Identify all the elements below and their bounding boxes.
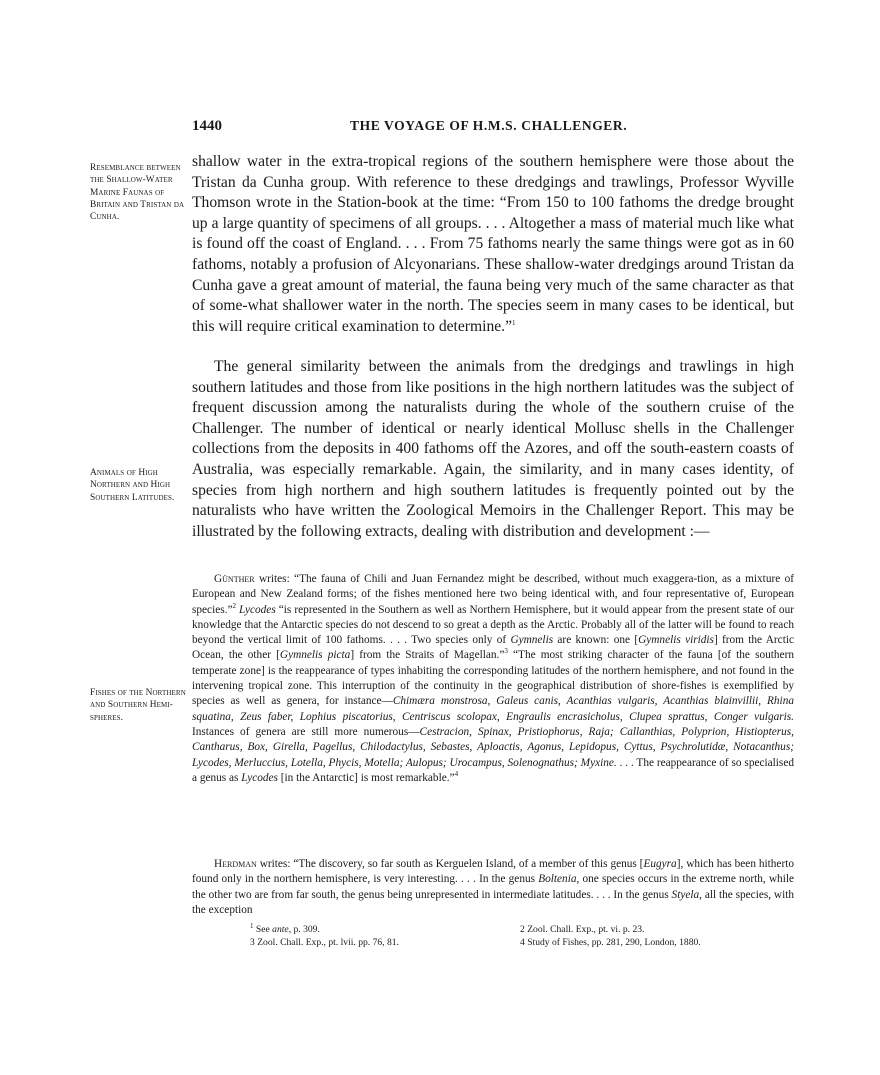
taxon-name: Boltenia — [538, 873, 577, 886]
quote-gunther — [192, 572, 794, 786]
quote-author: Herdman — [214, 858, 257, 870]
footnote-ref: 2 — [232, 601, 236, 610]
paragraph-text: The general similarity between the animals from the dredgings and trawlings in high southern latitudes and those from like positions in the high northern latitudes was the subject of frequent discussion among the naturalists during the whole of the southern cruise of the Challenger. The number of identical or nearly identical Mollusc shells in the Challenger collections from the deposits in 400 fathoms off the Azores, and off the south-eastern coasts of Australia, was especially remarkable. Again, the similarity, and in many cases identity, of species from high northern and high southern latitudes is frequently pointed out by the naturalists who have written the Zoological Memoirs in the Challenger Report. This may be illustrated by the following extracts, dealing with distribution and development :— — [192, 358, 794, 540]
quote-text: , all the species, with the exception — [192, 888, 795, 916]
footnote-ref: 3 — [504, 647, 508, 656]
taxon-name: Lycodes — [239, 603, 276, 616]
quote-text: . . . The reappearance of so specialised a genus as — [192, 756, 794, 784]
quote-text: ] from the Arctic Ocean, the other [ — [192, 634, 794, 662]
footnote-text: , p. 309. — [288, 924, 320, 935]
footnote-text: ante — [272, 924, 289, 935]
sidenote-high-latitudes: Animals of High Northern and High Southern Latitudes. — [90, 468, 175, 503]
footnote-2: 2 Zool. Chall. Exp., pt. vi. p. 23. — [520, 924, 645, 935]
taxon-name: Lycodes — [241, 771, 278, 784]
taxon-name: Gymnelis — [510, 634, 554, 647]
quote-text: “is represented in the Southern as well as Northern Hemisphere, but it would appear from the present state of our knowledge that the Antarctic species do not descend to so great a depth as the Arctic. Probably all of the latter will be found to reach beyond the vertical limit of 100 fathoms. . . . Two species only of — [192, 603, 794, 647]
paragraph-text: shallow water in the extra-tropical regions of the southern hemisphere were those about the Tristan da Cunha group. With reference to these dredgings and trawlings, Professor Wyville Thomson wrote in the Station-book at the time: “From 150 to 100 fathoms the dredge brought up a large quantity of specimens of all groups. . . . Altogether a mass of material much like what is found off the coast of England. . . . From 75 fathoms nearly the same things were got as in 60 fathoms, notably a profusion of Alcyonarians. These shallow-water dredgings around Tristan da Cunha gave a great amount of material, the fauna being very much of the same character as that of some-what shallower water in the north. The species seem in many cases to be identical, but this will require critical examination to determine.” — [192, 153, 794, 335]
page-header — [192, 118, 792, 140]
sidenote-tristan-fauna: Resemblance between the Shallow-Water Marine Faunas of Britain and Tristan da Cunha. — [90, 163, 185, 223]
footnote-4: 4 Study of Fishes, pp. 281, 290, London, 1880. — [520, 937, 701, 948]
footnote-3: 3 Zool. Chall. Exp., pt. lvii. pp. 76, 81. — [250, 937, 399, 948]
quote-text: , one species occurs in the extreme north, while the other two are from far south, the genus being unrepresented in intermediate latitudes. . . . In the genus — [192, 873, 794, 901]
page-number: 1440 — [192, 118, 222, 134]
quote-text: ] from the Straits of Magellan.” — [350, 649, 505, 662]
footnote-ref: 4 — [454, 770, 459, 779]
sidenote-fishes-hemispheres: Fishes of the Northern and Southern Hemi-spheres. — [90, 688, 186, 723]
quote-author: Günther — [214, 573, 255, 585]
taxon-name: Gymnelis viridis — [638, 634, 714, 647]
footnote-ref: 1 — [512, 318, 516, 327]
quote-herdman — [192, 857, 794, 918]
body-paragraph-2 — [192, 357, 794, 542]
body-paragraph-1 — [192, 152, 794, 337]
footnote-text: See — [253, 924, 273, 935]
running-title: THE VOYAGE OF H.M.S. CHALLENGER. — [350, 118, 628, 133]
taxon-name: Styela — [671, 888, 700, 901]
taxon-name: Eugyra — [643, 858, 677, 870]
footnote-number: 1 — [250, 921, 254, 930]
quote-text: Instances of genera are still more numerous— — [192, 725, 420, 738]
quote-text: writes: “The discovery, so far south as Kerguelen Island, of a member of this genus [ — [256, 858, 644, 870]
quote-text: [in the Antarctic] is most remarkable.” — [277, 771, 455, 784]
taxon-list: Chimæra monstrosa, Galeus canis, Acanthias vulgaris, Acanthias blainvillii, Rhina squatina, Zeus faber, Lophius piscatorius, Centriscus scolopax, Engraulis encrasicholus, Clupea sprattus, Conger vulgaris. — [192, 695, 794, 723]
footnote-1 — [250, 921, 320, 937]
taxon-list: Cestracion, Spinax, Pristiophorus, Raja; Callanthias, Polyprion, Histiopterus, Cantharus, Box, Girella, Pagellus, Chilodactylus, Sebastes, Aploactis, Agonus, Lepidopus, Cyttus, Psychrolutidæ, Notacanthus; Lycodes, Merluccius, Lotella, Phycis, Motella; Aulopus; Urocampus, Solenognathus; Myxine. — [192, 725, 794, 769]
quote-text: are known: one [ — [553, 634, 639, 647]
quote-text: “The most striking character of the fauna [of the southern temperate zone] is the reappearance of types inhabiting the corresponding latitudes of the northern hemisphere, and not found in the intervening tropical zone. This interruption of the continuity in the geographical distribution of shore-fishes is exemplified by species as well as genera, for instance— — [192, 649, 794, 708]
quote-text: ], which has been hitherto found only in the northern hemisphere, is very interesting. . . . In the genus — [192, 858, 794, 886]
taxon-name: Gymnelis picta — [279, 649, 351, 662]
quote-text: writes: “The fauna of Chili and Juan Fernandez might be described, without much exaggera-tion, as a mixture of European and New Zealand forms; of the fishes mentioned here two being identical with, and four representative of, European species.” — [192, 573, 794, 616]
